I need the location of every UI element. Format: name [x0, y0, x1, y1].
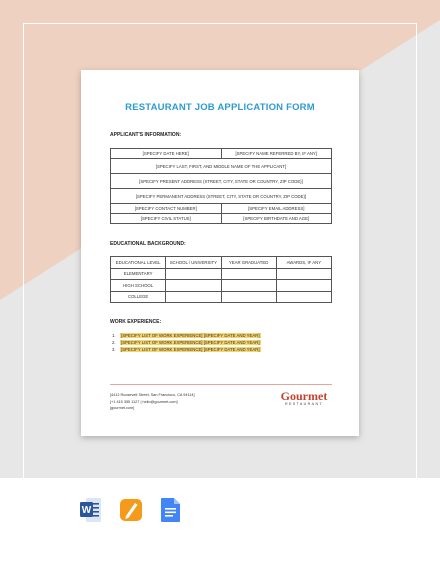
word-icon[interactable]	[80, 497, 102, 523]
table-cell: ELEMENTARY	[111, 268, 166, 280]
list-item: 1. [SPECIFY LIST OF WORK EXPERIENCE] [SPECIFY DATE AND YEAR]	[112, 333, 260, 338]
table-cell	[166, 280, 221, 292]
gourmet-logo: Gourmet RESTAURANT	[280, 389, 328, 406]
table-cell: [SPECIFY EMAIL ADDRESS]	[221, 204, 332, 214]
table-cell: [SPECIFY CIVIL STATUS]	[111, 214, 222, 224]
table-cell	[221, 291, 276, 303]
table-cell	[276, 291, 331, 303]
table-cell: [SPECIFY CONTACT NUMBER]	[111, 204, 222, 214]
education-table	[110, 256, 332, 303]
table-cell: HIGH SCHOOL	[111, 280, 166, 292]
table-cell: [SPECIFY DATE HERE]	[111, 149, 222, 159]
list-item: 2. [SPECIFY LIST OF WORK EXPERIENCE] [SPECIFY DATE AND YEAR]	[112, 340, 260, 345]
table-cell: [SPECIFY NAME REFERRED BY, IF ANY]	[221, 149, 332, 159]
table-header: YEAR GRADUATED	[221, 257, 276, 269]
applicant-table	[110, 148, 332, 224]
table-cell	[221, 268, 276, 280]
document-page	[81, 70, 359, 436]
table-cell	[221, 280, 276, 292]
document-title: RESTAURANT JOB APPLICATION FORM	[125, 102, 315, 113]
pages-icon[interactable]	[120, 497, 142, 523]
footer-divider	[110, 384, 332, 385]
table-cell	[276, 280, 331, 292]
table-header: EDUCATIONAL LEVEL	[111, 257, 166, 269]
table-cell: [SPECIFY PERMANENT ADDRESS (STREET, CITY, STATE OR COUNTRY, ZIP CODE)]	[111, 189, 332, 204]
svg-text:W: W	[81, 505, 92, 517]
table-header: SCHOOL / UNIVERSITY	[166, 257, 221, 269]
table-cell	[166, 268, 221, 280]
table-cell: [SPECIFY PRESENT ADDRESS (STREET, CITY, STATE OR COUNTRY, ZIP CODE)]	[111, 174, 332, 189]
table-cell	[166, 291, 221, 303]
list-item: 3. [SPECIFY LIST OF WORK EXPERIENCE] [SPECIFY DATE AND YEAR]	[112, 347, 260, 352]
table-cell: [SPECIFY LAST, FIRST, AND MIDDLE NAME OF THE APPLICANT]	[111, 159, 332, 174]
applicant-heading: APPLICANT'S INFORMATION:	[110, 132, 182, 138]
table-cell: [SPECIFY BIRTHDATE AND AGE]	[221, 214, 332, 224]
education-heading: EDUCATIONAL BACKGROUND:	[110, 241, 186, 247]
table-cell: COLLEGE	[111, 291, 166, 303]
work-list	[112, 332, 261, 353]
work-heading: WORK EXPERIENCE:	[110, 319, 162, 325]
table-cell	[276, 268, 331, 280]
footer-address: [4412 Roosevelt Street, San Francisco, CA 94114] [+1 415 355 1127 | hello@gourmet.com] [gourmet.com]	[110, 393, 195, 411]
table-header: AWARDS, IF ANY	[276, 257, 331, 269]
google-docs-icon[interactable]	[160, 497, 182, 523]
